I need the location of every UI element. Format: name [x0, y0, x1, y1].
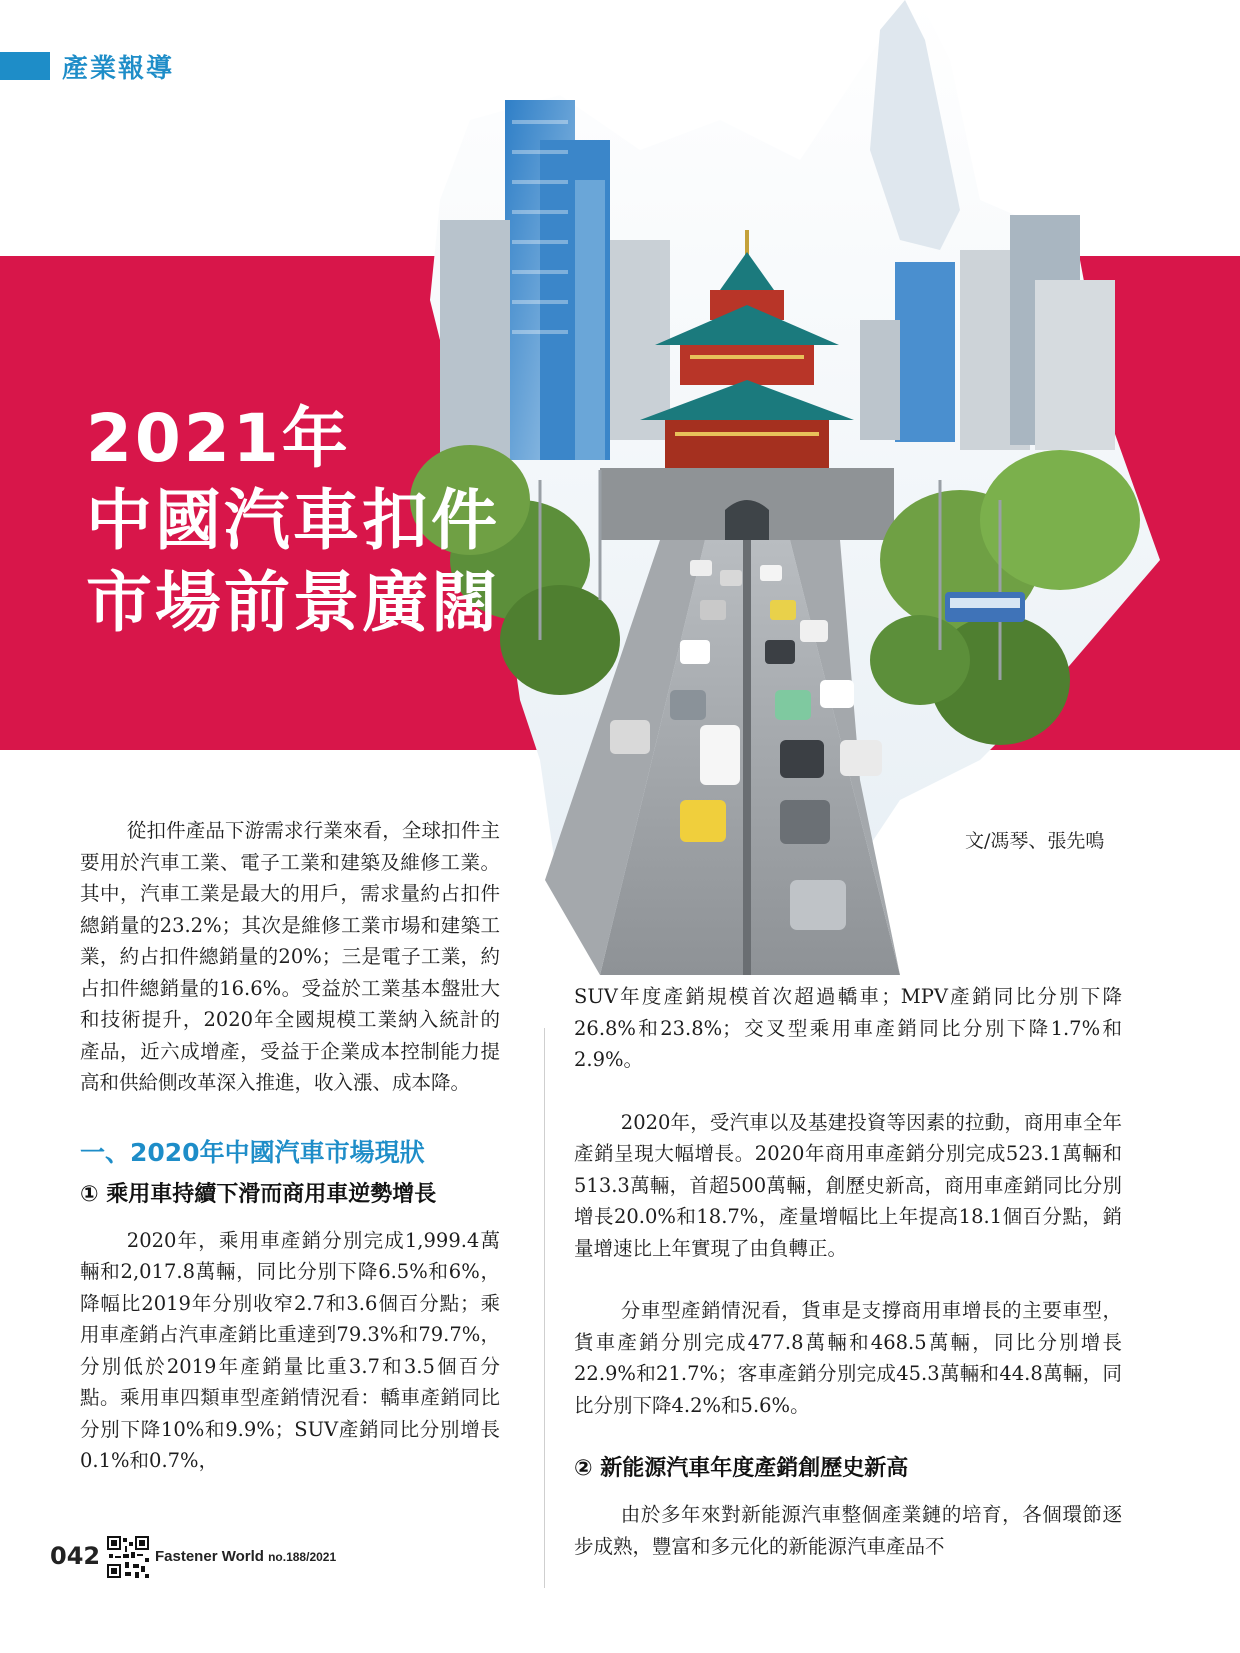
issue-number: no.188/2021 [268, 1550, 337, 1564]
title-line-3: 市場前景廣闊 [86, 564, 500, 641]
section-heading-1: 一、2020年中國汽車市場現狀 [80, 1137, 425, 1167]
article-title [86, 398, 500, 644]
byline: 文/馮琴、張先鳴 [965, 830, 1105, 852]
column-divider [544, 1028, 545, 1588]
left-column [80, 815, 500, 1477]
body-paragraph: 由於多年來對新能源汽車整個產業鏈的培育，各個環節逐步成熟，豐富和多元化的新能源汽車產品不 [574, 1503, 1122, 1558]
paragraph-gap [574, 1264, 1122, 1295]
title-line-2: 中國汽車扣件 [86, 482, 500, 559]
title-line-1: 2021年 [86, 400, 351, 477]
qr-code-icon[interactable] [107, 1536, 149, 1578]
subheading-1: ① 乘用車持續下滑而商用車逆勢增長 [80, 1181, 437, 1207]
intro-paragraph: 從扣件產品下游需求行業來看，全球扣件主要用於汽車工業、電子工業和建築及維修工業。其中，汽車工業是最大的用戶，需求量約占扣件總銷量的23.2%；其次是維修工業市場和建築工業，約占扣件總銷量的20%；三是電子工業，約占扣件總銷量的16.6%。受益於工業基本盤壯大和技術提升，2020年全國規模工業納入統計的產品，近六成增產，受益于企業成本控制能力提高和供給側改革深入推進，收入漲、成本降。 [80, 819, 500, 1094]
body-paragraph: 2020年，乘用車產銷分別完成1,999.4萬輛和2,017.8萬輛，同比分別下降6.5%和6%，降幅比2019年分別收窄2.7和3.6個百分點；乘用車產銷占汽車產銷比重達到79.3%和79.7%，分別低於2019年產銷量比重3.7和3.5個百分點。乘用車四類車型產銷情況看：轎車產銷同比分別下降10%和9.9%；SUV產銷同比分別增長0.1%和0.7%， [80, 1228, 500, 1472]
section-label: 產業報導 [62, 54, 175, 84]
page-number: 042 [50, 1542, 101, 1570]
body-paragraph: SUV年度產銷規模首次超過轎車；MPV產銷同比分別下降26.8%和23.8%；交叉型乘用車產銷同比分別下降1.7%和2.9%。 [574, 985, 1122, 1071]
body-paragraph: 2020年，受汽車以及基建投資等因素的拉動，商用車全年產銷呈現大幅增長。2020年商用車產銷分別完成523.1萬輛和513.3萬輛，首超500萬輛，創歷史新高，商用車產銷同比分別增長20.0%和18.7%，產量增幅比上年提高18.1個百分點，銷量增速比上年實現了由負轉正。 [574, 1110, 1122, 1260]
subheading-2: ② 新能源汽車年度產銷創歷史新高 [574, 1456, 909, 1481]
right-column [574, 981, 1122, 1562]
paragraph-gap [574, 1076, 1122, 1107]
magazine-title: Fastener World [155, 1548, 264, 1565]
body-paragraph: 分車型產銷情況看，貨車是支撐商用車增長的主要車型，貨車產銷分別完成477.8萬輛和468.5萬輛，同比分別增長22.9%和21.7%；客車產銷分別完成45.3萬輛和44.8萬輛，同比分別下降4.2%和5.6%。 [574, 1299, 1122, 1417]
magazine-name [155, 1548, 336, 1565]
